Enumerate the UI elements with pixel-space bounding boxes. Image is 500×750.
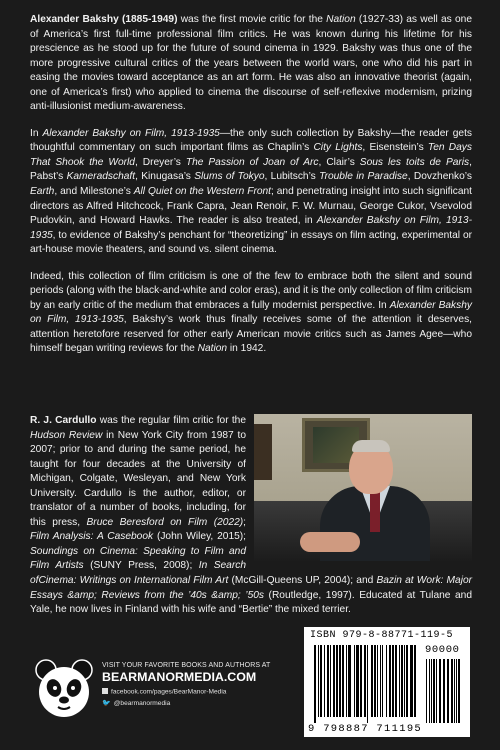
twitter-icon: 🐦: [102, 700, 111, 707]
website-link[interactable]: BEARMANORMEDIA.COM: [102, 670, 257, 684]
visit-text: VISIT YOUR FAVORITE BOOKS AND AUTHORS AT: [102, 662, 271, 669]
facebook-icon: [102, 688, 108, 694]
summary-paragraph-1: Alexander Bakshy (1885-1949) was the first movie critic for the Nation (1927-33) as well as one of America’s first full-time professional film critics. He was known during his lifetime for his prescience as he stood up for the future of sound cinema in 1929. Bakshy was thus one of the more progressive cultural critics of the years between the world wars, one who did his part in easing the movies toward acceptance as an art form. He was also an innovative theorist (again, one of America’s first) who applied to cinema the discourse of self-reflexive modernism, prizing anti-illusionist medium-awareness.: [30, 14, 472, 113]
barcode-digits: 9 798887 711195: [308, 723, 423, 735]
summary-paragraph-2: In Alexander Bakshy on Film, 1913-1935—the only such collection by Bakshy—the reader gets thoughtful commentary on such important films as Chaplin’s City Lights, Eisenstein’s Ten Days That Shook the World, Dreyer’s The Passion of Joan of Arc, Clair’s Sous les toits de Paris, Pabst’s Kameradschaft, Kinugasa’s Slums of Tokyo, Lubitsch’s Trouble in Paradise, Dovzhenko’s Earth, and Milestone’s All Quiet on the Western Front; and penetrating insight into such significant directors as Alfred Hitchcock, Frank Capra, Jean Renoir, F. W. Murnau, George Cukor, Vsevolod Pudovkin, and Howard Hawks. The reader is also treated, in Alexander Bakshy on Film, 1913-1935, to evidence of Bakshy’s penchant for “theoretizing” in essays on film acting, experimental or art-house movie theaters, and sound vs. silent cinema.: [30, 127, 473, 256]
isbn-barcode: [304, 627, 470, 737]
author-photo: [254, 414, 472, 561]
summary-paragraph-3: Indeed, this collection of film criticism is one of the few to embrace both the silent and sound periods (along with the black-and-white and color eras), and it is the only collection of film criticism by an early critic of the medium that embraces a fully modernist perspective. In Alexander Bakshy on Film, 1913-1935, Bakshy’s work thus finally receives some of the attention it deserves, attention heretofore reserved for other early American movie critics such as James Agee—who himself began writing reviews for the Nation in 1942.: [30, 270, 472, 355]
facebook-link[interactable]: facebook.com/pages/BearManor-Media: [102, 688, 226, 696]
isbn-text: ISBN 979-8-88771-119-5: [310, 630, 454, 641]
bear-panda-logo-icon: [34, 658, 94, 720]
summary-text: [30, 13, 472, 357]
price-addon: 90000: [425, 644, 460, 656]
author-bio-text: R. J. Cardullo was the regular film critic for the Hudson Review in New York City from 1987 to 2007; prior to and during the same period, he taught for four decades at the University of Michigan, Colgate, Wesleyan, and New York University. Cardullo is the author, editor, or translator of a number of books, including, for this press, Bruce Beresford on Film (2022); Film Analysis: A Casebook (John Wiley, 2015); Soundings on Cinema: Speaking to Film and Film Artists (SUNY Press, 2008); In Search ofCinema: Writings on International Film Art (McGill-Queens UP, 2004); and Bazin at Work: Major Essays &amp; Reviews from the ’40s &amp; ’50s (Routledge, 1997). Educated at Tulane and Yale, he now lives in Finland with his wife and “Bertie” the mixed terrier.: [30, 415, 473, 616]
author-bio: [30, 414, 472, 618]
barcode-bars: [314, 645, 464, 725]
twitter-link[interactable]: 🐦 @bearmanormedia: [102, 700, 171, 707]
